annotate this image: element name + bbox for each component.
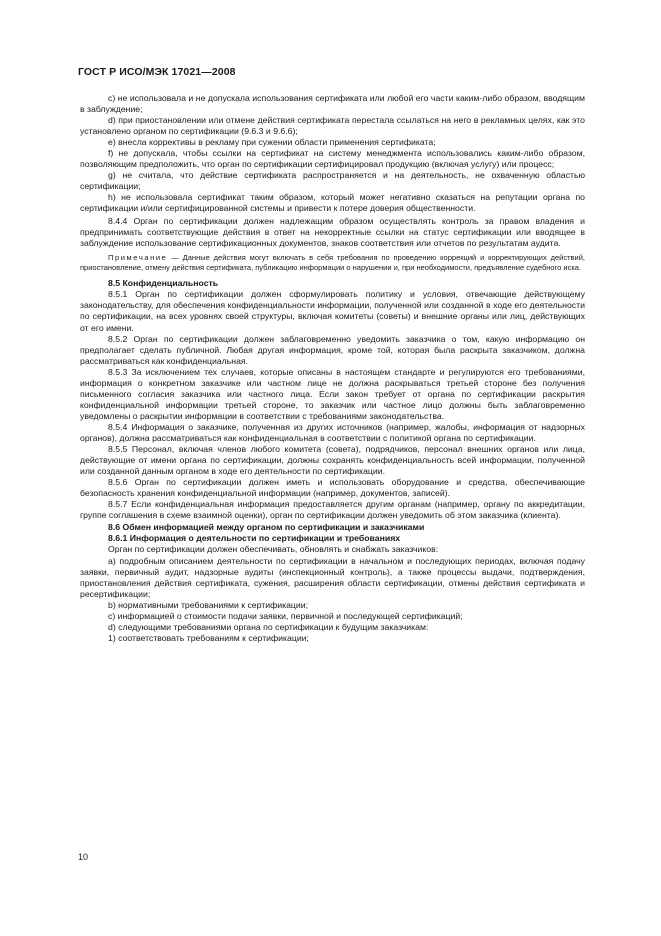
paragraph-8-6-1-c: c) информацией о стоимости подачи заявки, первичной и последующей сертификаций; [108, 610, 463, 621]
paragraph-item-h: h) не использовала сертификат таким образом, который может негативно сказаться на репутации органа по сертификации и/или сертифицированной системы и привести к потере доверия общественности. [80, 192, 585, 214]
paragraph-item-d: d) при приостановлении или отмене действия сертификата перестала ссылаться на него в рекламных целях, как это установлено органом по сертификации (9.6.3 и 9.6.6); [80, 115, 585, 137]
paragraph-item-f: f) не допускала, чтобы ссылки на сертификат на систему менеджмента использовались каким-либо образом, позволяющим предположить, что орган по сертификации сертифицировал продукцию (включая услугу) или процесс; [80, 148, 585, 170]
paragraph-8-6-1-b: b) нормативными требованиями к сертификации; [108, 599, 309, 610]
paragraph-item-g: g) не считала, что действие сертификата распространяется и на деятельность, не охваченную областью сертификации; [80, 170, 585, 192]
paragraph-8-5-7: 8.5.7 Если конфиденциальная информация предоставляется другим органам (например, органу по аккредитации, группе соглашения в схеме взаимной оценки), орган по сертификации должен уведомить об этом заказчика (клиента). [80, 499, 585, 521]
paragraph-item-e: e) внесла коррективы в рекламу при сужении области применения сертификата; [108, 137, 436, 148]
note-label: Примечание [108, 253, 168, 263]
paragraph-8-6-1-intro: Орган по сертификации должен обеспечивать, обновлять и снабжать заказчиков: [108, 544, 439, 555]
document-body [80, 93, 585, 644]
section-8-6-1-heading: 8.6.1 Информация о деятельности по сертификации и требованиях [108, 533, 401, 544]
section-8-6-heading: 8.6 Обмен информацией между органом по сертификации и заказчиками [108, 522, 425, 533]
note [80, 253, 585, 273]
paragraph-item-c: c) не использовала и не допускала использования сертификата или любой его части каким-либо образом, вводящим в заблуждение; [80, 93, 585, 115]
paragraph-8-6-1-d-1: 1) соответствовать требованиям к сертификации; [108, 632, 309, 643]
paragraph-8-6-1-a: a) подробным описанием деятельности по сертификации в начальном и последующих периодах, включая подачу заявки, первичный аудит, надзорные аудиты (инспекционный контроль), а также процессы выдачи, подтверждения, приостановления действия сертификата, сужения, расширения области сертификации, отмены действия сертификата и ресертификации; [80, 555, 585, 599]
paragraph-8-5-5: 8.5.5 Персонал, включая членов любого комитета (совета), подрядчиков, персонал внешних органов или лица, действующие от имени органа по сертификации, должны сохранять конфиденциальность всей информации, полученной или созданной данным органом в ходе его деятельности по сертификации. [80, 444, 585, 477]
paragraph-8-6-1-d: d) следующими требованиями органа по сертификации к будущим заказчикам: [108, 621, 429, 632]
section-8-5-heading: 8.5 Конфиденциальность [108, 278, 219, 289]
paragraph-8-5-2: 8.5.2 Орган по сертификации должен заблаговременно уведомить заказчика о том, какую информацию он предполагает сделать публичной. Любая другая информация, кроме той, которая была раскрыта заказчиком, должна рассматриваться как конфиденциальная. [80, 333, 585, 366]
paragraph-8-5-6: 8.5.6 Орган по сертификации должен иметь и использовать оборудование и средства, обеспечивающие безопасность хранения конфиденциальной информации (например, документов, записей). [80, 477, 585, 499]
paragraph-8-5-1: 8.5.1 Орган по сертификации должен сформулировать политику и условия, отвечающие действующему законодательству, для обеспечения конфиденциальности информации, полученной или созданной в ходе его деятельности по сертификации, на всех уровнях своей структуры, включая комитеты (советы) и внешние органы или лиц, действующих от его имени. [80, 289, 585, 333]
paragraph-8-5-3: 8.5.3 За исключением тех случаев, которые описаны в настоящем стандарте и регулируются его требованиями, информация о конкретном заказчике или частном лице не должна раскрываться третьей стороне без получения письменного согласия заказчика или частного лица. Если закон требует от органа по сертификации раскрытия конфиденциальной информации третьей стороне, то заказчик или частное лицо должны быть заблаговременно уведомлены о раскрытии информации в соответствии с требованиями законодательства. [80, 366, 585, 421]
note-text: — Данные действия могут включать в себя требования по проведению коррекций и корректирующих действий, приостановление, отмену действия сертификата, публикацию информации о нарушении и, при необходимости, предъявление судебного иска. [80, 253, 585, 273]
document-header-title: ГОСТ Р ИСО/МЭК 17021—2008 [78, 66, 236, 78]
paragraph-8-4-4: 8.4.4 Орган по сертификации должен надлежащим образом осуществлять контроль за правом владения и предпринимать соответствующие действия в ответ на некорректные ссылки на статус сертификации или вводящее в заблуждение использование сертификационных документов, знаков соответствия или отчетов по результатам аудита. [80, 216, 585, 249]
page-number: 10 [78, 852, 89, 862]
paragraph-8-5-4: 8.5.4 Информация о заказчике, полученная из других источников (например, жалобы, информация от надзорных органов), должна рассматриваться как конфиденциальная в соответствии с политикой органа по сертификации. [80, 421, 585, 443]
